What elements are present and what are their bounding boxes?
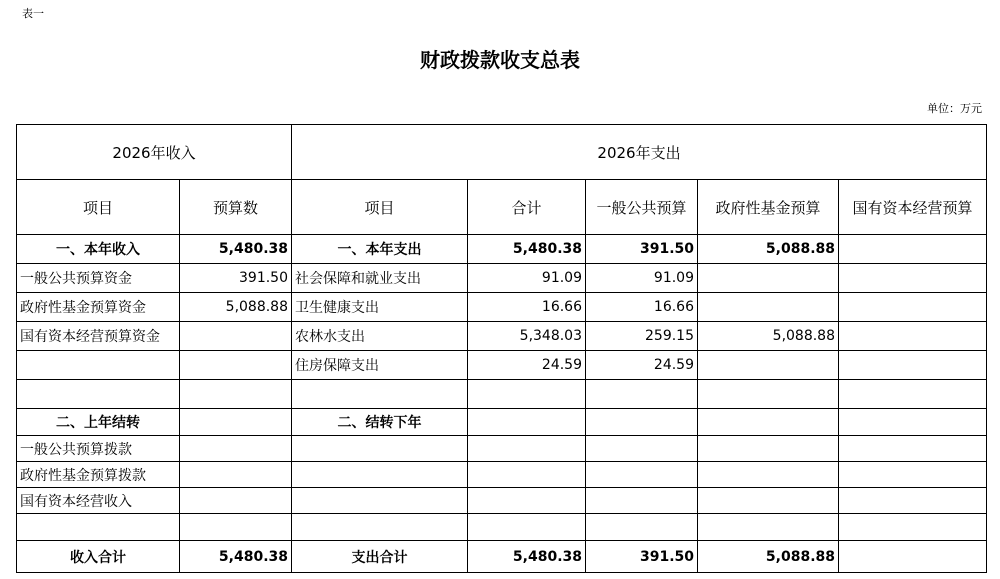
table-row xyxy=(17,235,987,264)
cell-expense-general: 91.09 xyxy=(586,264,698,293)
col-header-income-budget: 预算数 xyxy=(180,180,292,235)
cell-expense-state-capital xyxy=(839,293,987,322)
cell-expense-total xyxy=(468,436,586,462)
cell-income-item xyxy=(17,514,180,541)
table-row xyxy=(17,264,987,293)
cell-expense-item: 住房保障支出 xyxy=(292,351,468,380)
table-body xyxy=(17,125,987,573)
cell-income-item: 国有资本经营预算资金 xyxy=(17,322,180,351)
cell-income-budget xyxy=(180,462,292,488)
cell-expense-general xyxy=(586,462,698,488)
cell-expense-total: 91.09 xyxy=(468,264,586,293)
cell-expense-item xyxy=(292,462,468,488)
cell-expense-item: 农林水支出 xyxy=(292,322,468,351)
budget-summary-table xyxy=(16,124,987,573)
cell-expense-fund xyxy=(698,488,839,514)
col-header-fund-budget: 政府性基金预算 xyxy=(698,180,839,235)
cell-income-budget: 391.50 xyxy=(180,264,292,293)
table-row xyxy=(17,541,987,573)
cell-expense-item: 卫生健康支出 xyxy=(292,293,468,322)
cell-income-budget xyxy=(180,351,292,380)
cell-expense-state-capital xyxy=(839,264,987,293)
cell-expense-state-capital xyxy=(839,541,987,573)
cell-expense-fund xyxy=(698,293,839,322)
cell-expense-fund xyxy=(698,409,839,436)
page-title: 财政拨款收支总表 xyxy=(420,48,580,72)
cell-income-budget: 5,480.38 xyxy=(180,235,292,264)
cell-income-budget xyxy=(180,436,292,462)
cell-expense-item: 支出合计 xyxy=(292,541,468,573)
table-row xyxy=(17,409,987,436)
cell-expense-general: 391.50 xyxy=(586,541,698,573)
cell-expense-fund: 5,088.88 xyxy=(698,541,839,573)
cell-expense-fund xyxy=(698,264,839,293)
cell-expense-item xyxy=(292,514,468,541)
cell-expense-total xyxy=(468,514,586,541)
cell-income-item: 一般公共预算资金 xyxy=(17,264,180,293)
cell-income-item: 一般公共预算拨款 xyxy=(17,436,180,462)
cell-expense-state-capital xyxy=(839,235,987,264)
cell-income-item: 二、上年结转 xyxy=(17,409,180,436)
cell-expense-general xyxy=(586,380,698,409)
table-row xyxy=(17,488,987,514)
table-row xyxy=(17,514,987,541)
unit-label: 单位：万元 xyxy=(927,102,982,115)
cell-expense-total xyxy=(468,409,586,436)
cell-expense-general xyxy=(586,488,698,514)
cell-income-item xyxy=(17,380,180,409)
cell-expense-total xyxy=(468,488,586,514)
group-header-row xyxy=(17,125,987,180)
cell-expense-state-capital xyxy=(839,380,987,409)
cell-expense-item xyxy=(292,488,468,514)
cell-expense-fund xyxy=(698,514,839,541)
cell-expense-state-capital xyxy=(839,436,987,462)
expense-group-header: 2026年支出 xyxy=(292,125,987,180)
cell-expense-total xyxy=(468,462,586,488)
cell-expense-fund xyxy=(698,351,839,380)
cell-income-budget xyxy=(180,514,292,541)
table-row xyxy=(17,436,987,462)
cell-income-item: 国有资本经营收入 xyxy=(17,488,180,514)
cell-expense-fund: 5,088.88 xyxy=(698,322,839,351)
cell-expense-item: 一、本年支出 xyxy=(292,235,468,264)
col-header-expense-item: 项目 xyxy=(292,180,468,235)
cell-expense-total: 5,480.38 xyxy=(468,235,586,264)
cell-expense-total: 5,348.03 xyxy=(468,322,586,351)
cell-expense-general: 16.66 xyxy=(586,293,698,322)
col-header-state-capital-budget: 国有资本经营预算 xyxy=(839,180,987,235)
cell-income-budget xyxy=(180,322,292,351)
cell-expense-item xyxy=(292,436,468,462)
cell-income-item: 收入合计 xyxy=(17,541,180,573)
cell-expense-total xyxy=(468,380,586,409)
cell-income-item: 一、本年收入 xyxy=(17,235,180,264)
cell-expense-general: 259.15 xyxy=(586,322,698,351)
cell-expense-general: 24.59 xyxy=(586,351,698,380)
table-tag: 表一 xyxy=(22,7,44,20)
cell-expense-state-capital xyxy=(839,351,987,380)
cell-income-budget xyxy=(180,380,292,409)
cell-expense-state-capital xyxy=(839,409,987,436)
cell-expense-total: 5,480.38 xyxy=(468,541,586,573)
cell-income-item: 政府性基金预算拨款 xyxy=(17,462,180,488)
table-row xyxy=(17,462,987,488)
cell-expense-state-capital xyxy=(839,514,987,541)
cell-expense-total: 16.66 xyxy=(468,293,586,322)
cell-expense-fund xyxy=(698,380,839,409)
cell-expense-total: 24.59 xyxy=(468,351,586,380)
cell-income-budget: 5,480.38 xyxy=(180,541,292,573)
table-row xyxy=(17,351,987,380)
cell-expense-general xyxy=(586,514,698,541)
cell-expense-state-capital xyxy=(839,322,987,351)
cell-expense-state-capital xyxy=(839,462,987,488)
table-row xyxy=(17,380,987,409)
col-header-income-item: 项目 xyxy=(17,180,180,235)
cell-expense-state-capital xyxy=(839,488,987,514)
column-header-row xyxy=(17,180,987,235)
cell-income-budget xyxy=(180,488,292,514)
col-header-total: 合计 xyxy=(468,180,586,235)
income-group-header: 2026年收入 xyxy=(17,125,292,180)
cell-expense-general xyxy=(586,409,698,436)
cell-income-budget xyxy=(180,409,292,436)
cell-expense-fund xyxy=(698,462,839,488)
cell-expense-fund: 5,088.88 xyxy=(698,235,839,264)
cell-expense-item: 二、结转下年 xyxy=(292,409,468,436)
cell-expense-item: 社会保障和就业支出 xyxy=(292,264,468,293)
table-row xyxy=(17,322,987,351)
col-header-general-budget: 一般公共预算 xyxy=(586,180,698,235)
cell-expense-general: 391.50 xyxy=(586,235,698,264)
cell-expense-general xyxy=(586,436,698,462)
table-row xyxy=(17,293,987,322)
cell-income-budget: 5,088.88 xyxy=(180,293,292,322)
cell-income-item xyxy=(17,351,180,380)
cell-expense-fund xyxy=(698,436,839,462)
cell-income-item: 政府性基金预算资金 xyxy=(17,293,180,322)
cell-expense-item xyxy=(292,380,468,409)
